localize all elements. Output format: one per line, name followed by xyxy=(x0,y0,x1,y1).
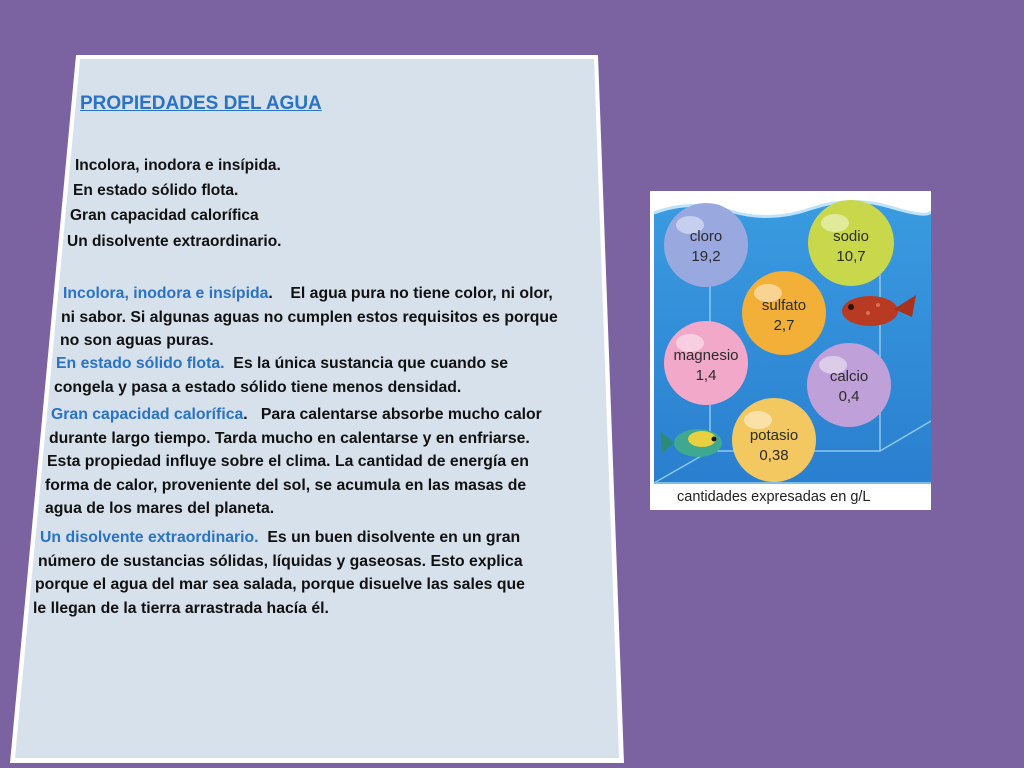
bubble-value: 0,38 xyxy=(759,447,789,464)
bubble-name: sodio xyxy=(833,228,869,245)
section-line: Es la única sustancia que cuando se xyxy=(233,355,509,372)
section-line: Esta propiedad influye sobre el clima. La cantidad de energía en xyxy=(47,453,529,470)
section-solvent xyxy=(33,526,525,620)
sea-salts-figure xyxy=(650,191,931,510)
section-line: agua de los mares del planeta. xyxy=(45,500,275,517)
summary-item-2: En estado sólido flota. xyxy=(73,182,239,199)
bubble-label-magnesio xyxy=(666,346,746,386)
bubble-label-cloro xyxy=(666,227,746,267)
section-line: Es un buen disolvente en un gran xyxy=(267,529,521,546)
section-line: Para calentarse absorbe mucho calor xyxy=(260,406,542,423)
figure-caption: cantidades expresadas en g/L xyxy=(677,489,871,505)
section-line: número de sustancias sólidas, líquidas y gaseosas. Esto explica xyxy=(38,552,523,570)
section-heading: Incolora, inodora e insípida xyxy=(63,285,269,302)
section-line: no son aguas puras. xyxy=(60,332,214,349)
bubble-name: magnesio xyxy=(673,347,739,364)
section-line: ni sabor. Si algunas aguas no cumplen estos requisitos es porque xyxy=(61,308,558,326)
section-line: congela y pasa a estado sólido tiene menos densidad. xyxy=(54,378,462,396)
section-floats xyxy=(54,352,508,399)
section-colorless xyxy=(60,282,558,353)
bubble-value: 19,2 xyxy=(691,248,721,265)
bubble-name: cloro xyxy=(689,228,723,245)
section-line: El agua pura no tiene color, ni olor, xyxy=(290,285,553,302)
section-heading: Un disolvente extraordinario. xyxy=(40,529,259,546)
section-line: le llegan de la tierra arrastrada hacía él. xyxy=(33,599,329,617)
bubble-label-sodio xyxy=(811,227,891,267)
bubble-label-sulfato xyxy=(744,296,824,336)
section-heading: En estado sólido flota. xyxy=(56,355,225,372)
heading-punct: . xyxy=(243,406,248,423)
bubble-value: 10,7 xyxy=(836,248,866,265)
bubble-name: calcio xyxy=(829,368,869,385)
section-heading: Gran capacidad calorífica xyxy=(51,406,244,423)
slide-title: PROPIEDADES DEL AGUA xyxy=(80,93,322,114)
bubble-label-potasio xyxy=(734,426,814,466)
summary-item-3: Gran capacidad calorífica xyxy=(70,207,259,224)
summary-item-1: Incolora, inodora e insípida. xyxy=(75,157,281,174)
summary-item-4: Un disolvente extraordinario. xyxy=(67,233,282,250)
bubble-name: sulfato xyxy=(761,297,807,314)
bubble-value: 0,4 xyxy=(838,388,860,405)
heading-punct: . xyxy=(268,285,273,302)
section-line: porque el agua del mar sea salada, porque disuelve las sales que xyxy=(35,576,525,593)
section-line: forma de calor, proveniente del sol, se acumula en las masas de xyxy=(45,476,527,494)
bubble-name: potasio xyxy=(749,427,799,444)
bubble-value: 2,7 xyxy=(773,317,795,334)
section-line: durante largo tiempo. Tarda mucho en calentarse y en enfriarse. xyxy=(49,429,530,447)
section-heat-capacity xyxy=(45,403,542,521)
bubble-value: 1,4 xyxy=(695,367,717,384)
bubble-label-calcio xyxy=(809,367,889,407)
